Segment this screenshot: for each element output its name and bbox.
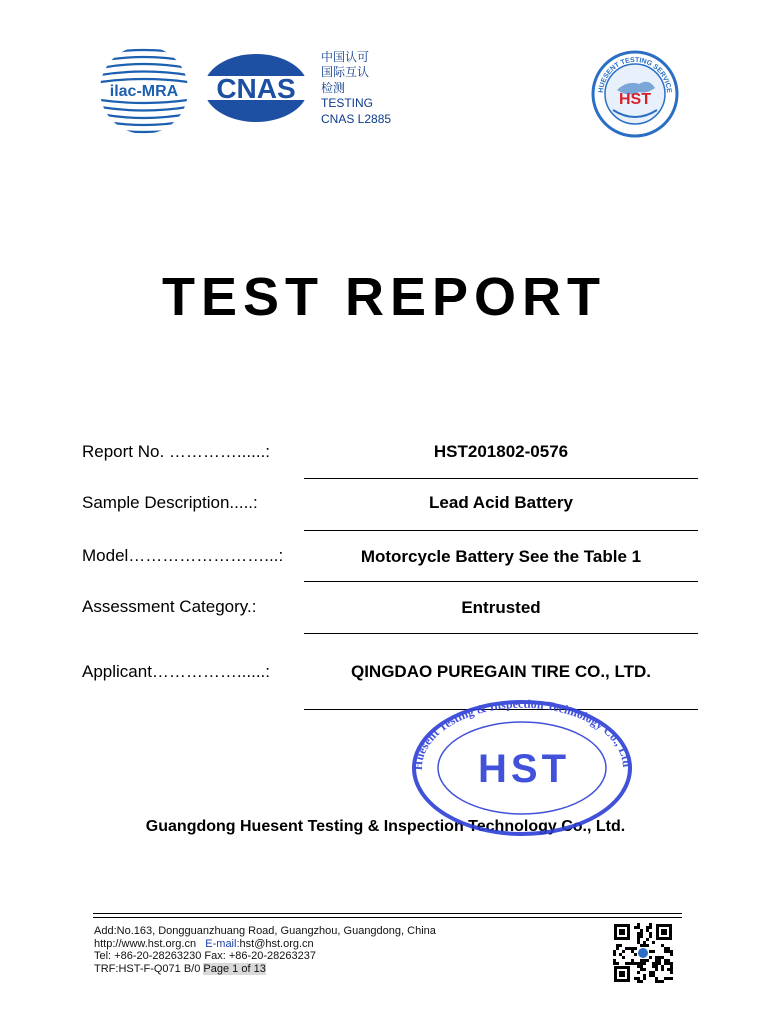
report-no-value: HST201802-0576 (433, 442, 569, 461)
qr-module (667, 962, 670, 965)
qr-module (637, 941, 640, 944)
qr-module (661, 968, 664, 971)
qr-module (667, 947, 670, 950)
qr-module (667, 968, 670, 971)
qr-module (613, 950, 616, 953)
qr-module (661, 956, 664, 959)
qr-module (655, 968, 658, 971)
hst-ring-text: HUESENT TESTING SERVICE (597, 56, 673, 94)
qr-module (664, 962, 667, 965)
model-label: Model……………………...: (82, 546, 284, 565)
sample-description-value: Lead Acid Battery (429, 493, 573, 512)
footer-rule (93, 917, 682, 918)
qr-module (625, 962, 628, 965)
qr-module (640, 965, 643, 968)
qr-module (640, 935, 643, 938)
footer-address: Add:No.163, Dongguanzhuang Road, Guangzhou, Guangdong, China (94, 925, 436, 937)
qr-module (664, 977, 667, 980)
qr-module (640, 962, 643, 965)
qr-module (634, 947, 637, 950)
qr-module (637, 965, 640, 968)
qr-code (612, 922, 674, 984)
qr-module (643, 941, 646, 944)
cnas-logo (202, 52, 314, 124)
qr-module (622, 956, 625, 959)
footer-email-label: E-mail: (205, 937, 240, 950)
cnas-line: 国际互认 (321, 65, 370, 80)
qr-module (667, 977, 670, 980)
qr-module (622, 950, 625, 953)
qr-module (628, 962, 631, 965)
divider (304, 530, 698, 531)
stamp-ring-text: Huesent Testing & Inspection Technology Co., Ltd (410, 698, 635, 771)
qr-module (640, 929, 643, 932)
report-no-label: Report No. …………......: (82, 442, 270, 461)
qr-module (652, 965, 655, 968)
qr-module (640, 932, 643, 935)
qr-module (637, 971, 640, 974)
hst-logo-text: HST (619, 91, 651, 108)
page-title: TEST REPORT (161, 267, 607, 327)
qr-module (649, 974, 652, 977)
qr-module (634, 977, 637, 980)
qr-module (646, 926, 649, 929)
qr-module (655, 962, 658, 965)
qr-module (637, 977, 640, 980)
sample-description-label: Sample Description.....: (82, 493, 258, 512)
qr-module (631, 947, 634, 950)
footer-page-number: Page 1 of 13 (203, 962, 266, 975)
footer-website: http://www.hst.org.cn (94, 937, 197, 950)
qr-module (640, 944, 643, 947)
divider (304, 478, 698, 479)
footer-phone: Tel: +86-20-28263230 Fax: +86-20-28263237 (94, 950, 317, 963)
qr-module (637, 923, 640, 926)
assessment-category-value: Entrusted (461, 598, 541, 617)
qr-module (670, 962, 673, 965)
qr-module (664, 950, 667, 953)
footer-trf-line (94, 963, 436, 976)
qr-module (658, 980, 661, 983)
qr-module (637, 980, 640, 983)
qr-module (664, 959, 667, 962)
qr-module (619, 953, 622, 956)
qr-module (649, 950, 652, 953)
qr-module (649, 926, 652, 929)
qr-module (637, 962, 640, 965)
qr-module (655, 977, 658, 980)
qr-module (616, 962, 619, 965)
official-stamp (410, 698, 635, 838)
qr-module (649, 932, 652, 935)
footer-email: hst@hst.org.cn (239, 937, 314, 950)
qr-module (670, 977, 673, 980)
qr-module (637, 932, 640, 935)
qr-module (670, 968, 673, 971)
qr-module (628, 947, 631, 950)
qr-module (613, 962, 616, 965)
qr-module (634, 962, 637, 965)
cnas-line: TESTING (321, 96, 374, 111)
qr-module (640, 980, 643, 983)
qr-module (652, 962, 655, 965)
qr-module (658, 959, 661, 962)
model-value: Motorcycle Battery See the Table 1 (360, 547, 642, 566)
qr-module (616, 947, 619, 950)
qr-module (646, 938, 649, 941)
cnas-logo-text: CNAS (216, 73, 296, 104)
ilac-logo-text: ilac-MRA (109, 83, 179, 100)
qr-module (661, 965, 664, 968)
qr-module (658, 962, 661, 965)
qr-module (631, 950, 634, 953)
ilac-mra-logo (98, 44, 190, 136)
footer-web-line (94, 938, 436, 951)
qr-module (646, 959, 649, 962)
qr-module (637, 935, 640, 938)
qr-module (649, 923, 652, 926)
qr-module (649, 956, 652, 959)
qr-module (652, 974, 655, 977)
qr-module (655, 956, 658, 959)
qr-module (643, 977, 646, 980)
qr-module (661, 980, 664, 983)
applicant-value: QINGDAO PUREGAIN TIRE CO., LTD. (350, 662, 652, 681)
cnas-line: 检测 (321, 80, 346, 95)
qr-module (670, 950, 673, 953)
qr-module (640, 968, 643, 971)
qr-module (652, 971, 655, 974)
qr-module (655, 980, 658, 983)
qr-module (637, 938, 640, 941)
qr-module (613, 959, 616, 962)
qr-module (661, 944, 664, 947)
divider (304, 633, 698, 634)
qr-module (664, 947, 667, 950)
qr-module (670, 953, 673, 956)
stamp-center-text: HST (478, 747, 570, 791)
qr-module (631, 962, 634, 965)
qr-module (637, 926, 640, 929)
hst-logo (591, 50, 679, 138)
qr-module (670, 965, 673, 968)
qr-module (616, 944, 619, 947)
qr-module (658, 956, 661, 959)
qr-module (646, 944, 649, 947)
qr-module (625, 947, 628, 950)
applicant-label: Applicant……………......: (82, 662, 270, 681)
assessment-category-label: Assessment Category.: (82, 597, 257, 616)
cnas-line: CNAS L2885 (321, 111, 392, 126)
company-name: Guangdong Huesent Testing & Inspection Technology Co., Ltd. (145, 818, 626, 835)
qr-module (643, 959, 646, 962)
qr-module (655, 965, 658, 968)
qr-module (643, 944, 646, 947)
qr-module (643, 968, 646, 971)
qr-module (640, 959, 643, 962)
qr-module (652, 950, 655, 953)
qr-module (646, 929, 649, 932)
qr-module (655, 959, 658, 962)
footer (94, 925, 436, 975)
qr-module (649, 935, 652, 938)
cnas-accreditation-text (321, 50, 391, 127)
qr-module (634, 953, 637, 956)
qr-module (670, 971, 673, 974)
qr-module (643, 962, 646, 965)
footer-trf: TRF:HST-F-Q071 B/0 (94, 962, 201, 975)
qr-module (652, 941, 655, 944)
footer-rule (93, 913, 682, 914)
cnas-line: 中国认可 (321, 50, 370, 64)
qr-module (667, 959, 670, 962)
qr-module (667, 950, 670, 953)
qr-module (643, 974, 646, 977)
divider (304, 581, 698, 582)
qr-module (631, 959, 634, 962)
qr-module (613, 953, 616, 956)
qr-module (649, 971, 652, 974)
qr-module (634, 926, 637, 929)
qr-module (619, 944, 622, 947)
